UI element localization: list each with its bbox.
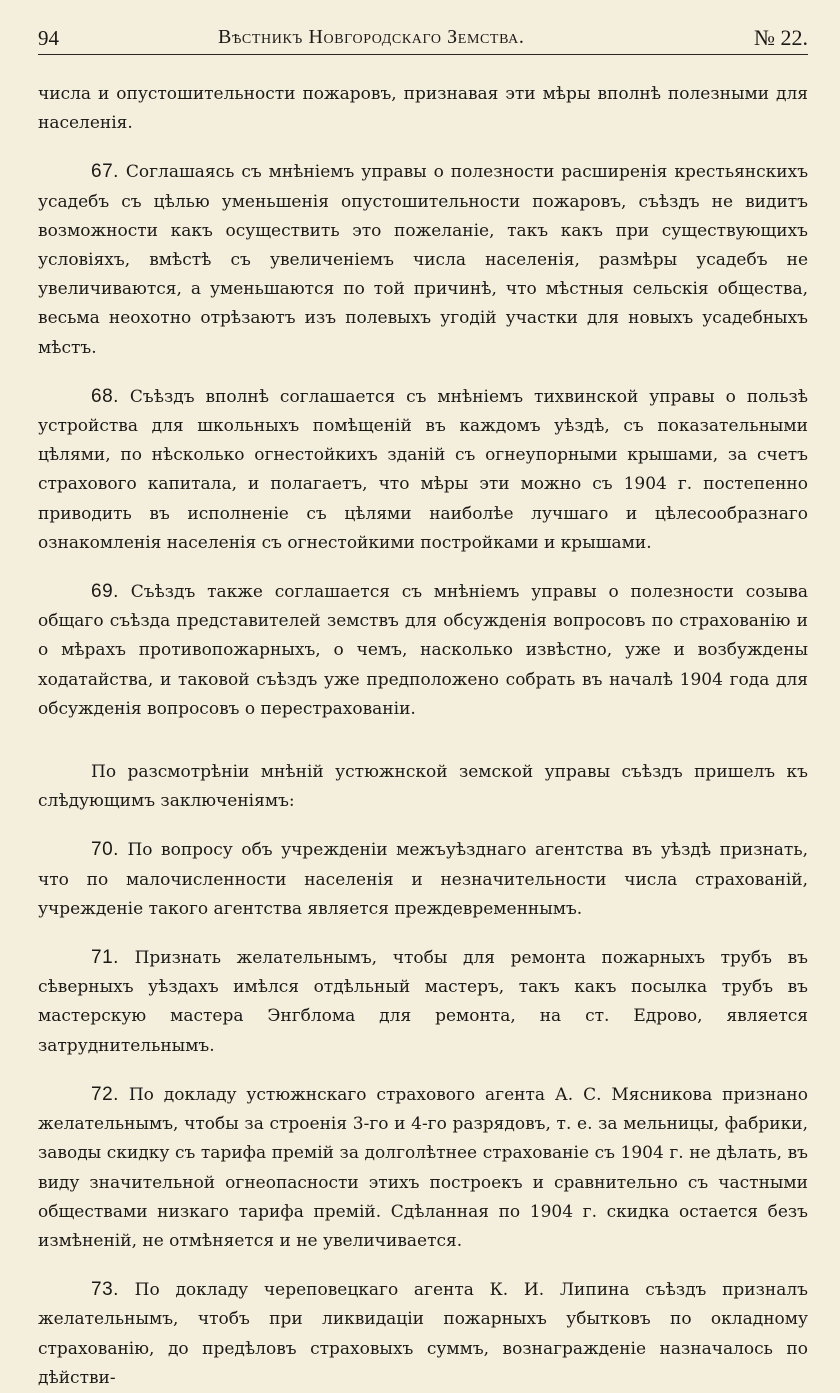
paragraph-text: Признать желательнымъ, чтобы для ремонта пожарныхъ трубъ въ сѣверныхъ уѣздахъ имѣлся отдѣльный мастеръ, такъ какъ посылка трубъ въ мастерскую мастера Энгблома для ремонта, на ст. Едрово, является затруднительнымъ. — [38, 948, 809, 1056]
paragraph-intro — [38, 758, 808, 816]
paragraph-70 — [38, 835, 808, 924]
paragraph-67 — [38, 157, 808, 362]
page-header — [38, 24, 808, 56]
paragraph-text: По докладу череповецкаго агента К. И. Липина съѣздъ призналъ желательнымъ, чтобъ при ликвидаціи пожарныхъ убытковъ по окладному страхованію, до предѣловъ страховыхъ суммъ, вознагражденіе назначалось по дѣйстви- — [38, 1280, 808, 1388]
paragraph-number: 72. — [91, 1083, 119, 1105]
issue-number: № 22. — [754, 25, 808, 50]
paragraph-text: Съѣздъ также соглашается съ мнѣніемъ управы о полезности созыва общаго съѣзда представителей земствъ для обсужденія вопросовъ по страхованію и о мѣрахъ противопожарныхъ, о чемъ, насколько извѣстно, уже и возбуждены ходатайства, и таковой съѣздъ уже предположено собрать въ началѣ 1904 года для обсужденія вопросовъ о перестрахованіи. — [38, 582, 809, 719]
paragraph-number: 67. — [91, 161, 119, 183]
header-rule — [38, 54, 808, 55]
paragraph-continuation — [38, 80, 808, 138]
paragraph-73 — [38, 1275, 808, 1393]
paragraph-text: Съѣздъ вполнѣ соглашается съ мнѣніемъ тихвинской управы о пользѣ устройства для школьныхъ помѣщеній въ каждомъ уѣздѣ, съ показательными цѣлями, по нѣсколько огнестойкихъ зданій съ огнеупорными крышами, за счетъ страхового капитала, и полагаетъ, что мѣры эти можно съ 1904 г. постепенно приводить въ исполненіе съ цѣлями наиболѣе лучшаго и цѣлесообразнаго ознакомленія населенія съ огнестойкими постройками и крышами. — [38, 386, 808, 553]
paragraph-69 — [38, 577, 808, 724]
document-body — [38, 80, 808, 1393]
paragraph-number: 69. — [91, 581, 119, 603]
paragraph-text: Соглашаясь съ мнѣніемъ управы о полезности расширенія крестьянскихъ усадебъ съ цѣлью уменьшенія опустошительности пожаровъ, съѣздъ не видитъ возможности какъ осуществить это пожеланіе, такъ какъ при существующихъ условіяхъ, вмѣстѣ съ увеличеніемъ числа населенія, размѣры усадебъ не увеличиваются, а уменьшаются по той причинѣ, что мѣстныя сельскія общества, весьма неохотно отрѣзаютъ изъ полевыхъ угодій участки для новыхъ усадебныхъ мѣстъ. — [38, 162, 809, 358]
paragraph-number: 71. — [91, 947, 119, 969]
paragraph-text: По вопросу объ учрежденіи межъуѣзднаго агентства въ уѣздѣ признать, что по малочисленности населенія и незначительности числа страхованій, учрежденіе такого агентства является преждевременнымъ. — [38, 840, 808, 919]
journal-title: Вѣстникъ Новгородскаго Земства. — [218, 26, 525, 48]
paragraph-68 — [38, 382, 808, 558]
page-number: 94 — [38, 26, 59, 50]
paragraph-number: 68. — [91, 385, 119, 407]
paragraph-72 — [38, 1080, 808, 1256]
paragraph-text: По докладу устюжнскаго страхового агента А. С. Мясникова признано желательнымъ, чтобы за строенія 3-го и 4-го разрядовъ, т. е. за мельницы, фабрики, заводы скидку съ тарифа премій за долголѣтнее страхованіе съ 1904 г. не дѣлать, въ виду значительной огнеопасности этихъ построекъ и сравнительно съ частными обществами низкаго тарифа премій. Сдѣланная по 1904 г. скидка остается безъ измѣненій, не отмѣняется и не увеличивается. — [38, 1084, 809, 1251]
paragraph-text: По разсмотрѣніи мнѣній устюжнской земской управы съѣздъ пришелъ къ слѣдующимъ заключеніямъ: — [38, 762, 808, 812]
paragraph-number: 73. — [91, 1279, 119, 1301]
paragraph-71 — [38, 943, 808, 1061]
paragraph-number: 70. — [91, 839, 119, 861]
paragraph-text: числа и опустошительности пожаровъ, признавая эти мѣры вполнѣ полезными для населенія. — [38, 84, 808, 134]
